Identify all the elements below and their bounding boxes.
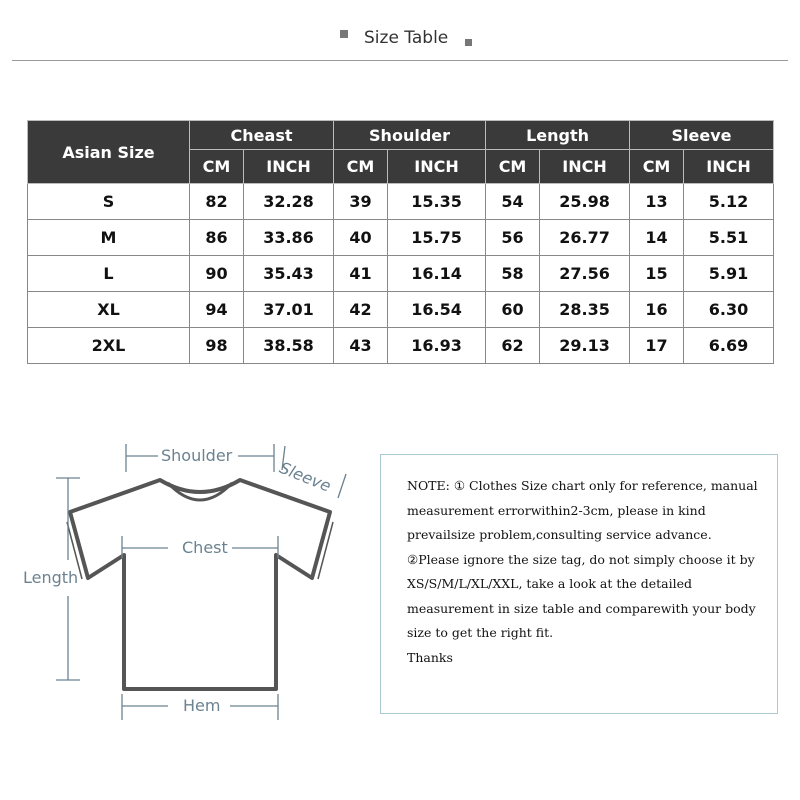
table-cell: 37.01 [244, 292, 334, 328]
note-line: Thanks [407, 649, 453, 665]
size-cell: 2XL [28, 328, 190, 364]
table-cell: 25.98 [540, 184, 630, 220]
table-cell: 16.93 [388, 328, 486, 364]
table-cell: 38.58 [244, 328, 334, 364]
chest-label: Chest [182, 538, 228, 557]
table-cell: 15.35 [388, 184, 486, 220]
table-cell: 32.28 [244, 184, 334, 220]
square-bullet-icon [465, 39, 472, 46]
table-cell: 60 [486, 292, 540, 328]
page-title: Size Table [364, 28, 449, 48]
table-cell: 14 [630, 220, 684, 256]
table-cell: 54 [486, 184, 540, 220]
table-cell: 17 [630, 328, 684, 364]
table-cell: 86 [190, 220, 244, 256]
unit-header: INCH [244, 150, 334, 184]
size-column-header: Asian Size [28, 121, 190, 184]
table-cell: 27.56 [540, 256, 630, 292]
unit-header: CM [334, 150, 388, 184]
unit-header: CM [486, 150, 540, 184]
table-cell: 82 [190, 184, 244, 220]
table-cell: 16.54 [388, 292, 486, 328]
table-row [28, 184, 774, 220]
table-cell: 42 [334, 292, 388, 328]
table-cell: 43 [334, 328, 388, 364]
length-label: Length [23, 568, 79, 587]
shoulder-label: Shoulder [161, 446, 233, 465]
table-cell: 98 [190, 328, 244, 364]
header-divider [12, 60, 788, 61]
table-cell: 41 [334, 256, 388, 292]
table-cell: 28.35 [540, 292, 630, 328]
table-cell: 16 [630, 292, 684, 328]
table-cell: 58 [486, 256, 540, 292]
table-row [28, 220, 774, 256]
table-cell: 26.77 [540, 220, 630, 256]
table-cell: 6.69 [684, 328, 774, 364]
table-cell: 56 [486, 220, 540, 256]
table-row [28, 256, 774, 292]
table-cell: 15.75 [388, 220, 486, 256]
note-box [380, 454, 778, 714]
size-cell: M [28, 220, 190, 256]
unit-header: CM [630, 150, 684, 184]
tshirt-measurement-diagram [0, 420, 370, 730]
note-line: ②Please ignore the size tag, do not simply choose it by XS/S/M/L/XL/XXL, take a look at the detailed measurement in size table and comparewith your body size to get the right fit. [407, 551, 756, 640]
table-cell: 39 [334, 184, 388, 220]
table-cell: 90 [190, 256, 244, 292]
group-header-chest: Cheast [190, 121, 334, 150]
sleeve-label: Sleeve [276, 458, 334, 496]
table-cell: 29.13 [540, 328, 630, 364]
table-cell: 16.14 [388, 256, 486, 292]
table-cell: 94 [190, 292, 244, 328]
table-cell: 62 [486, 328, 540, 364]
unit-header: INCH [684, 150, 774, 184]
group-header-shoulder: Shoulder [334, 121, 486, 150]
table-row [28, 328, 774, 364]
table-row [28, 292, 774, 328]
note-line: NOTE: ① Clothes Size chart only for reference, manual measurement errorwithin2-3cm, please in kind prevailsize problem,consulting service advance. [407, 478, 758, 542]
table-cell: 33.86 [244, 220, 334, 256]
table-cell: 5.12 [684, 184, 774, 220]
unit-header: INCH [388, 150, 486, 184]
table-cell: 6.30 [684, 292, 774, 328]
tshirt-outline [70, 480, 330, 689]
square-bullet-icon [340, 30, 348, 38]
group-header-length: Length [486, 121, 630, 150]
size-cell: XL [28, 292, 190, 328]
unit-header: CM [190, 150, 244, 184]
hem-label: Hem [183, 696, 221, 715]
size-cell: L [28, 256, 190, 292]
size-table [27, 120, 774, 364]
group-header-sleeve: Sleeve [630, 121, 774, 150]
table-cell: 5.91 [684, 256, 774, 292]
page-header [0, 0, 800, 62]
unit-header: INCH [540, 150, 630, 184]
table-cell: 15 [630, 256, 684, 292]
table-cell: 40 [334, 220, 388, 256]
table-cell: 5.51 [684, 220, 774, 256]
table-cell: 35.43 [244, 256, 334, 292]
table-cell: 13 [630, 184, 684, 220]
size-cell: S [28, 184, 190, 220]
